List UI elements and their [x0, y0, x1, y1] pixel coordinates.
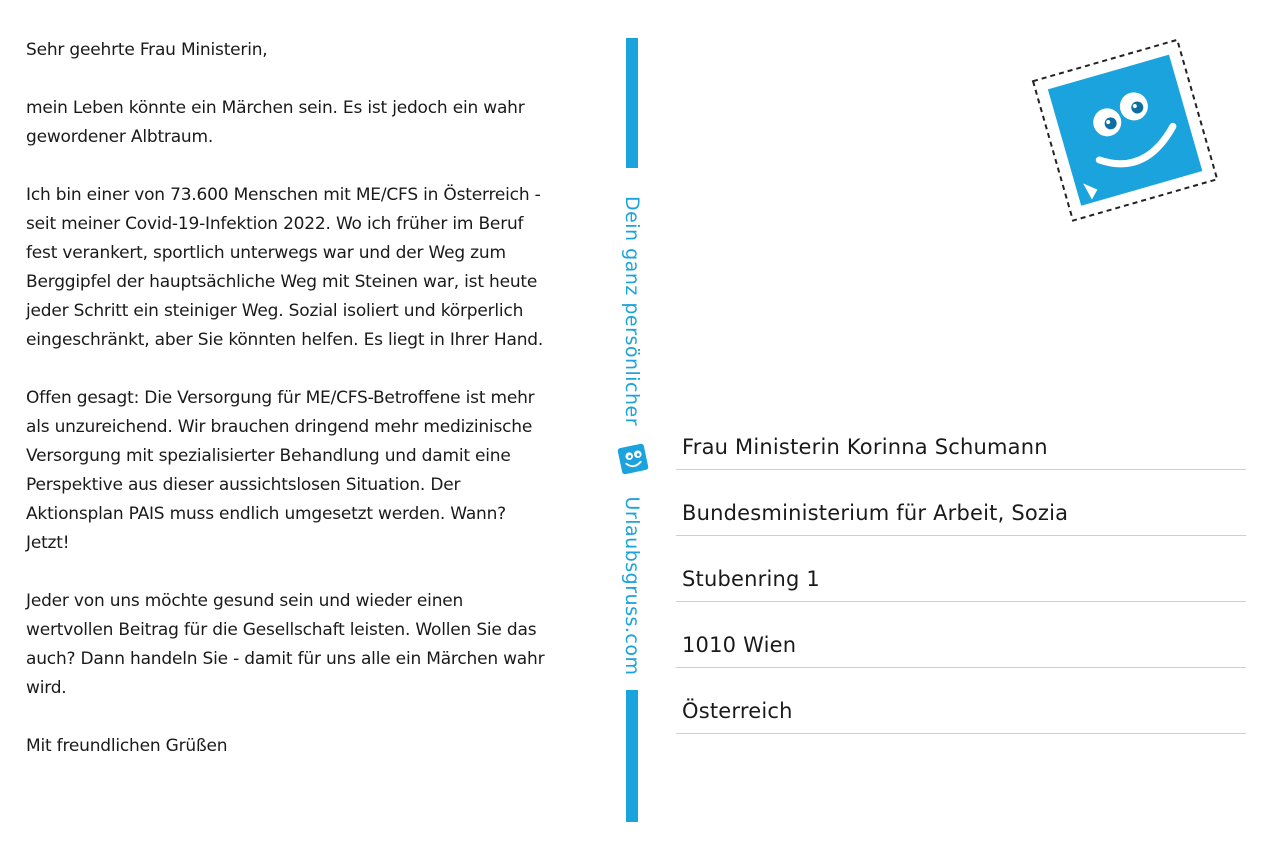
letter-line: fest verankert, sportlich unterwegs war und der Weg zum [26, 243, 506, 263]
letter-line: Versorgung mit spezialisierter Behandlung und damit eine [26, 446, 511, 466]
letter-body [26, 36, 601, 761]
divider-bar-top [626, 38, 638, 168]
letter-greeting: Sehr geehrte Frau Ministerin, [26, 40, 268, 60]
letter-line: auch? Dann handeln Sie - damit für uns alle ein Märchen wahr [26, 649, 545, 669]
letter-line: Jetzt! [26, 533, 70, 553]
address-block [676, 426, 1246, 734]
letter-line: wird. [26, 678, 67, 698]
address-line-street: Stubenring 1 [676, 536, 1246, 602]
address-line-city: 1010 Wien [676, 602, 1246, 668]
divider-bar-bottom [626, 690, 638, 822]
letter-line: wertvollen Beitrag für die Gesellschaft leisten. Wollen Sie das [26, 620, 537, 640]
letter-closing: Mit freundlichen Grüßen [26, 736, 228, 756]
smiley-logo-icon [614, 440, 652, 478]
letter-line: als unzureichend. Wir brauchen dringend mehr medizinische [26, 417, 533, 437]
letter-line: jeder Schritt ein steiniger Weg. Sozial isoliert und körperlich [26, 301, 524, 321]
letter-line: Aktionsplan PAIS muss endlich umgesetzt werden. Wann? [26, 504, 507, 524]
letter-line: mein Leben könnte ein Märchen sein. Es ist jedoch ein wahr [26, 98, 525, 118]
address-line-country: Österreich [676, 668, 1246, 734]
letter-line: seit meiner Covid-19-Infektion 2022. Wo ich früher im Beruf [26, 214, 524, 234]
brand-tagline: Dein ganz persönlicher [621, 195, 643, 427]
brand-site: Urlaubsgruss.com [621, 496, 643, 676]
letter-line: Berggipfel der hauptsächliche Weg mit Steinen war, ist heute [26, 272, 538, 292]
letter-line: eingeschränkt, aber Sie könnten helfen. Es liegt in Ihrer Hand. [26, 330, 544, 350]
smiley-stamp-icon [1022, 30, 1227, 230]
letter-line: gewordener Albtraum. [26, 127, 214, 147]
address-line-recipient: Frau Ministerin Korinna Schumann [676, 426, 1246, 470]
letter-line: Jeder von uns möchte gesund sein und wieder einen [26, 591, 464, 611]
letter-line: Ich bin einer von 73.600 Menschen mit ME/CFS in Österreich - [26, 185, 541, 205]
letter-line: Perspektive aus dieser aussichtslosen Situation. Der [26, 475, 461, 495]
letter-line: Offen gesagt: Die Versorgung für ME/CFS-Betroffene ist mehr [26, 388, 535, 408]
address-line-organization: Bundesministerium für Arbeit, Sozia [676, 470, 1246, 536]
